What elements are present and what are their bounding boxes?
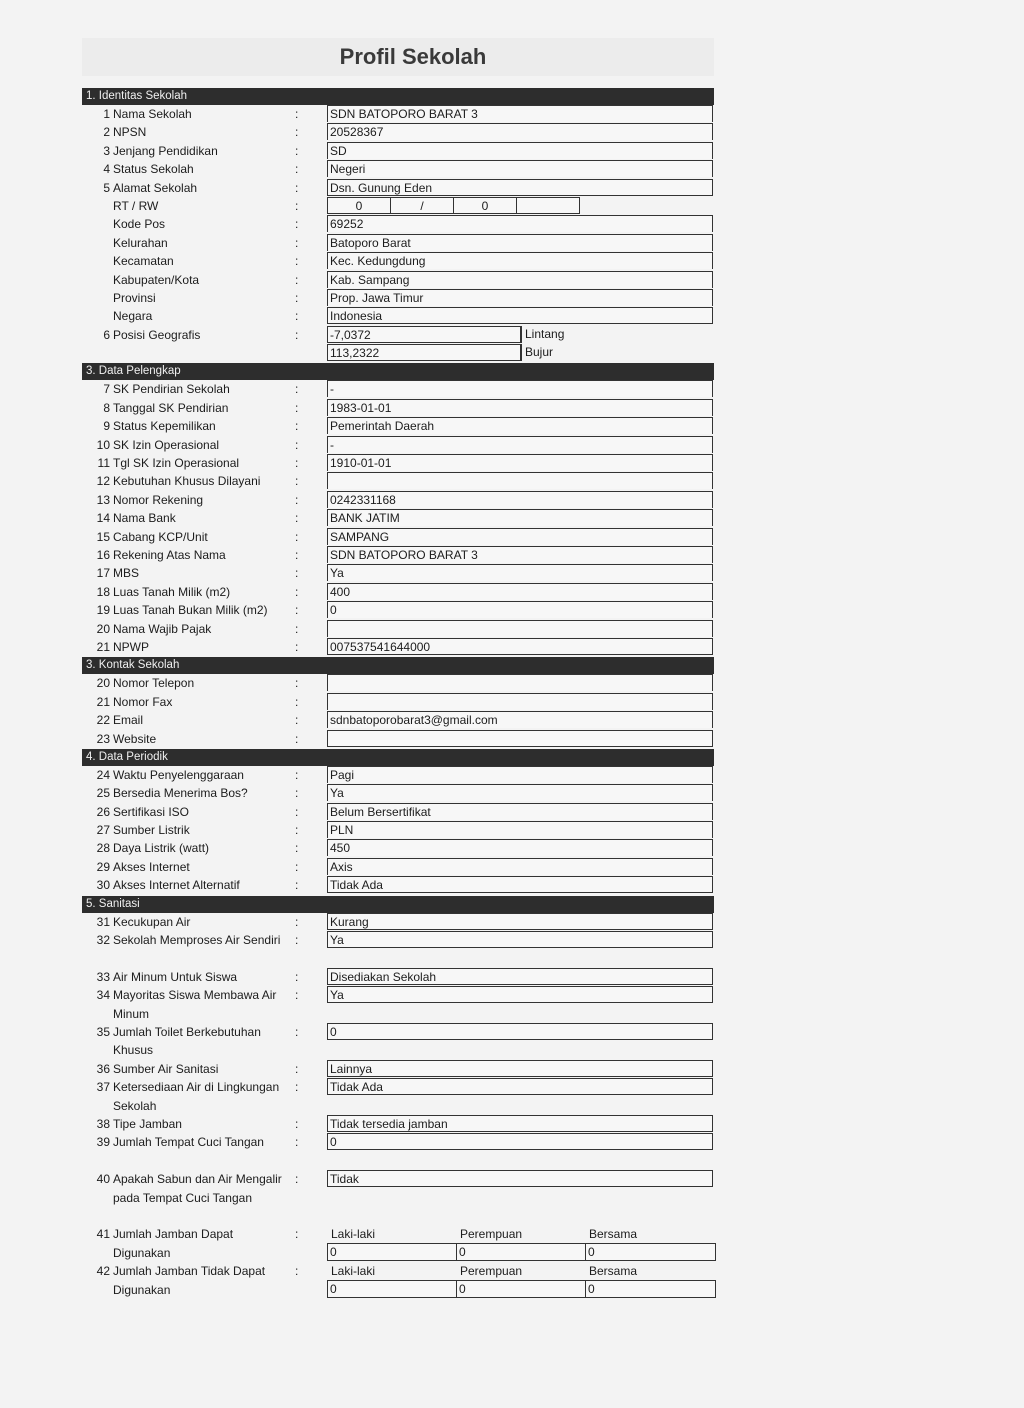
identitas-row xyxy=(82,160,714,178)
colon: : xyxy=(295,1116,299,1131)
row-number: 25 xyxy=(96,786,110,801)
row-number: 9 xyxy=(103,419,110,434)
field-value: Batoporo Barat xyxy=(327,234,713,251)
field-value: Axis xyxy=(327,858,713,875)
colon: : xyxy=(295,474,299,489)
field-label: MBS xyxy=(113,566,140,581)
section-kontak-header: 3. Kontak Sekolah xyxy=(82,657,714,674)
alamat-row xyxy=(82,289,714,307)
field-value: Ya xyxy=(327,931,713,948)
field-value: Negeri xyxy=(327,160,713,177)
field-value: - xyxy=(327,380,713,397)
colon: : xyxy=(295,143,299,158)
pelengkap-row xyxy=(82,620,714,638)
alamat-row xyxy=(82,234,714,252)
longitude-label: Bujur xyxy=(521,344,553,361)
field-value: 69252 xyxy=(327,215,713,232)
colon: : xyxy=(295,731,299,746)
pelengkap-row xyxy=(82,417,714,435)
field-value: 450 xyxy=(327,839,713,856)
row-number: 11 xyxy=(97,456,110,471)
colon: : xyxy=(295,492,299,507)
field-value: 0 xyxy=(327,1133,713,1150)
field-label: Status Sekolah xyxy=(113,162,194,177)
field-label: Kecamatan xyxy=(113,254,174,269)
field-value: Pemerintah Daerah xyxy=(327,417,713,434)
colon: : xyxy=(295,419,299,434)
rt-value: 0 xyxy=(327,197,391,214)
field-value: Kurang xyxy=(327,913,713,930)
sanitasi-row xyxy=(82,1078,714,1115)
field-label: Luas Tanah Milik (m2) xyxy=(113,584,231,599)
field-label: Luas Tanah Bukan Milik (m2) xyxy=(113,603,268,618)
field-value: PLN xyxy=(327,821,713,838)
field-value: Tidak xyxy=(327,1170,713,1187)
colon: : xyxy=(295,437,299,452)
field-value: 007537541644000 xyxy=(327,638,713,655)
row-number: 42 xyxy=(96,1264,110,1279)
row-number: 8 xyxy=(103,400,110,415)
jamban-header: Perempuan xyxy=(460,1264,523,1279)
field-label: SK Pendirian Sekolah xyxy=(113,382,230,397)
colon: : xyxy=(295,382,299,397)
colon: : xyxy=(295,603,299,618)
field-label: Kebutuhan Khusus Dilayani xyxy=(113,474,261,489)
field-label: Akses Internet xyxy=(113,859,190,874)
colon: : xyxy=(295,309,299,324)
field-label: Tanggal SK Pendirian xyxy=(113,400,229,415)
field-label: Waktu Penyelenggaraan xyxy=(113,767,244,782)
latitude-value: -7,0372 xyxy=(327,326,521,343)
colon: : xyxy=(295,1025,299,1039)
field-value xyxy=(327,620,713,637)
geo-row-lon xyxy=(82,344,714,362)
row-number: 32 xyxy=(96,933,110,948)
pelengkap-row xyxy=(82,509,714,527)
field-label: Nomor Telepon xyxy=(113,676,195,691)
field-value: 400 xyxy=(327,583,713,600)
sanitasi-row xyxy=(82,1115,714,1133)
field-label: Jumlah Tempat Cuci Tangan xyxy=(113,1135,264,1150)
colon: : xyxy=(295,988,299,1003)
row-number: 3 xyxy=(103,143,110,158)
colon: : xyxy=(295,235,299,250)
jamban-header: Bersama xyxy=(589,1264,638,1279)
jamban-headers xyxy=(327,1262,714,1280)
colon: : xyxy=(295,1264,299,1279)
row-number: 30 xyxy=(96,878,110,893)
colon: : xyxy=(295,180,299,195)
sanitasi-row xyxy=(82,931,714,968)
colon: : xyxy=(295,511,299,526)
pelengkap-row xyxy=(82,454,714,472)
row-number: 39 xyxy=(96,1135,110,1150)
kontak-rows xyxy=(82,674,714,748)
field-value: 0 xyxy=(327,1023,713,1040)
field-label: Tgl SK Izin Operasional xyxy=(113,456,240,471)
jamban-header: Perempuan xyxy=(460,1227,523,1242)
jamban-values xyxy=(327,1280,716,1298)
field-label: Nomor Rekening xyxy=(113,492,204,507)
geo-row-lat xyxy=(82,326,714,344)
pelengkap-row xyxy=(82,583,714,601)
alamat-row xyxy=(82,215,714,233)
alamat-row xyxy=(82,307,714,325)
rtrw-empty xyxy=(516,197,580,214)
field-value xyxy=(327,693,713,710)
identitas-rows xyxy=(82,105,714,197)
colon: : xyxy=(295,841,299,856)
periodik-rows xyxy=(82,766,714,895)
field-value: Pagi xyxy=(327,766,713,783)
field-value: 0 xyxy=(327,601,713,618)
field-label: Mayoritas Siswa Membawa Air Minum xyxy=(113,988,277,1021)
field-value: Tidak Ada xyxy=(327,876,713,893)
jamban-row xyxy=(82,1262,714,1299)
field-label: Kelurahan xyxy=(113,235,168,250)
pelengkap-row xyxy=(82,638,714,656)
row-number: 37 xyxy=(96,1080,110,1095)
field-label: Akses Internet Alternatif xyxy=(113,878,240,893)
colon: : xyxy=(295,639,299,654)
pelengkap-row xyxy=(82,601,714,619)
jamban-rows xyxy=(82,1225,714,1299)
colon: : xyxy=(295,1227,299,1242)
field-label: Air Minum Untuk Siswa xyxy=(113,969,238,984)
field-value: Belum Bersertifikat xyxy=(327,803,713,820)
longitude-value: 113,2322 xyxy=(327,344,521,361)
periodik-row xyxy=(82,839,714,857)
sanitasi-row xyxy=(82,986,714,1023)
field-label: Status Kepemilikan xyxy=(113,419,216,434)
rtrw-row xyxy=(82,197,714,215)
field-value: BANK JATIM xyxy=(327,509,713,526)
field-label: NPWP xyxy=(113,639,149,654)
field-label: Kode Pos xyxy=(113,217,166,232)
periodik-row xyxy=(82,876,714,894)
field-label: Ketersediaan Air di Lingkungan Sekolah xyxy=(113,1080,280,1113)
colon: : xyxy=(295,859,299,874)
colon: : xyxy=(295,327,299,342)
field-label: Sertifikasi ISO xyxy=(113,804,190,819)
row-number: 4 xyxy=(103,162,110,177)
row-number: 22 xyxy=(96,713,110,728)
field-value: SDN BATOPORO BARAT 3 xyxy=(327,105,713,122)
field-label: Sumber Air Sanitasi xyxy=(113,1061,219,1076)
pelengkap-row xyxy=(82,528,714,546)
row-number: 6 xyxy=(103,327,110,342)
title-band xyxy=(82,38,714,76)
colon: : xyxy=(295,676,299,691)
field-label: Sekolah Memproses Air Sendiri xyxy=(113,933,281,948)
profil-sekolah-sheet xyxy=(82,38,714,1299)
field-value: Ya xyxy=(327,784,713,801)
row-number: 35 xyxy=(96,1025,110,1039)
field-value xyxy=(327,472,713,489)
section-periodik-header: 4. Data Periodik xyxy=(82,749,714,766)
alamat-row xyxy=(82,271,714,289)
field-label: Daya Listrik (watt) xyxy=(113,841,210,856)
colon: : xyxy=(295,713,299,728)
field-value: 0242331168 xyxy=(327,491,713,508)
colon: : xyxy=(295,1172,299,1187)
geo-lat xyxy=(327,326,564,343)
colon: : xyxy=(295,621,299,636)
kontak-row xyxy=(82,674,714,692)
field-value: SD xyxy=(327,142,713,159)
alamat-rows xyxy=(82,215,714,325)
identitas-row xyxy=(82,123,714,141)
colon: : xyxy=(295,1135,299,1150)
colon: : xyxy=(295,290,299,305)
row-number: 36 xyxy=(96,1061,110,1076)
field-value: SDN BATOPORO BARAT 3 xyxy=(327,546,713,563)
field-value: 20528367 xyxy=(327,123,713,140)
periodik-row xyxy=(82,821,714,839)
field-label: Jumlah Jamban Tidak Dapat Digunakan xyxy=(113,1264,266,1297)
jamban-header: Bersama xyxy=(589,1227,638,1242)
field-value: 1983-01-01 xyxy=(327,399,713,416)
field-label: Nomor Fax xyxy=(113,694,173,709)
field-label: Sumber Listrik xyxy=(113,823,190,838)
jamban-value: 0 xyxy=(328,1244,457,1260)
jamban-value: 0 xyxy=(586,1244,715,1260)
colon: : xyxy=(295,767,299,782)
field-label: Apakah Sabun dan Air Mengalir pada Tempat Cuci Tangan xyxy=(113,1172,282,1205)
field-value: Disediakan Sekolah xyxy=(327,968,713,985)
colon: : xyxy=(295,254,299,269)
pelengkap-row xyxy=(82,399,714,417)
periodik-row xyxy=(82,803,714,821)
geo-label: Posisi Geografis xyxy=(113,327,201,342)
sanitasi-row xyxy=(82,913,714,931)
periodik-row xyxy=(82,858,714,876)
row-number: 38 xyxy=(96,1116,110,1131)
field-value xyxy=(327,674,713,691)
section-pelengkap-header: 3. Data Pelengkap xyxy=(82,363,714,380)
pelengkap-row xyxy=(82,472,714,490)
row-number: 15 xyxy=(96,529,110,544)
field-label: Nama Bank xyxy=(113,511,176,526)
field-value: 1910-01-01 xyxy=(327,454,713,471)
rtrw-boxes xyxy=(327,197,579,214)
row-number: 26 xyxy=(96,804,110,819)
row-number: 18 xyxy=(96,584,110,599)
jamban-headers xyxy=(327,1225,714,1243)
field-value: Ya xyxy=(327,986,713,1003)
row-number: 21 xyxy=(96,694,110,709)
jamban-value: 0 xyxy=(586,1281,715,1297)
field-value: Indonesia xyxy=(327,307,713,324)
row-number: 13 xyxy=(96,492,110,507)
row-number: 5 xyxy=(103,180,110,195)
field-value: Prop. Jawa Timur xyxy=(327,289,713,306)
row-number: 14 xyxy=(96,511,110,526)
rtrw-label: RT / RW xyxy=(113,198,159,213)
section-identitas-header: 1. Identitas Sekolah xyxy=(82,88,714,105)
colon: : xyxy=(295,217,299,232)
field-label: Kabupaten/Kota xyxy=(113,272,200,287)
field-label: SK Izin Operasional xyxy=(113,437,220,452)
field-label: Nama Sekolah xyxy=(113,107,192,121)
pelengkap-row xyxy=(82,546,714,564)
kontak-row xyxy=(82,693,714,711)
colon: : xyxy=(295,400,299,415)
field-label: Website xyxy=(113,731,157,746)
kontak-row xyxy=(82,730,714,748)
field-value: SAMPANG xyxy=(327,528,713,545)
row-number: 12 xyxy=(96,474,110,489)
colon: : xyxy=(295,823,299,838)
sanitasi-row xyxy=(82,1133,714,1170)
field-label: Rekening Atas Nama xyxy=(113,547,226,562)
field-value: Lainnya xyxy=(327,1060,713,1077)
field-label: Cabang KCP/Unit xyxy=(113,529,208,544)
rw-value: 0 xyxy=(453,197,517,214)
colon: : xyxy=(295,584,299,599)
field-value xyxy=(327,730,713,747)
row-number: 40 xyxy=(96,1172,110,1187)
jamban-values xyxy=(327,1243,716,1261)
row-number: 24 xyxy=(96,767,110,782)
colon: : xyxy=(295,162,299,177)
field-value: Tidak Ada xyxy=(327,1078,713,1095)
colon: : xyxy=(295,694,299,709)
row-number: 31 xyxy=(96,914,110,929)
identitas-row xyxy=(82,105,714,123)
field-label: Alamat Sekolah xyxy=(113,180,198,195)
colon: : xyxy=(295,456,299,471)
field-label: Kecukupan Air xyxy=(113,914,191,929)
row-number: 34 xyxy=(96,988,110,1003)
page-title: Profil Sekolah xyxy=(339,44,487,69)
row-number: 20 xyxy=(96,676,110,691)
rtrw-separator: / xyxy=(390,197,454,214)
colon: : xyxy=(295,804,299,819)
row-number: 7 xyxy=(103,382,110,397)
row-number: 2 xyxy=(103,125,110,140)
jamban-header: Laki-laki xyxy=(331,1264,376,1279)
colon: : xyxy=(295,272,299,287)
row-number: 10 xyxy=(96,437,110,452)
row-number: 17 xyxy=(96,566,110,581)
latitude-label: Lintang xyxy=(521,326,564,343)
row-number: 20 xyxy=(96,621,110,636)
periodik-row xyxy=(82,784,714,802)
field-label: Email xyxy=(113,713,144,728)
row-number: 21 xyxy=(96,639,110,654)
row-number: 33 xyxy=(96,969,110,984)
sanitasi-row xyxy=(82,968,714,986)
field-label: NPSN xyxy=(113,125,147,140)
field-value: Kab. Sampang xyxy=(327,271,713,288)
identitas-row xyxy=(82,179,714,197)
colon: : xyxy=(295,566,299,581)
field-label: Provinsi xyxy=(113,290,156,305)
jamban-value: 0 xyxy=(457,1281,586,1297)
row-number: 23 xyxy=(96,731,110,746)
pelengkap-row xyxy=(82,491,714,509)
colon: : xyxy=(295,1061,299,1076)
colon: : xyxy=(295,786,299,801)
jamban-value: 0 xyxy=(457,1244,586,1260)
colon: : xyxy=(295,547,299,562)
jamban-row xyxy=(82,1225,714,1262)
field-value: Kec. Kedungdung xyxy=(327,252,713,269)
pelengkap-row xyxy=(82,436,714,454)
geo-lon xyxy=(327,344,553,361)
field-label: Jumlah Jamban Dapat Digunakan xyxy=(113,1227,234,1260)
row-number: 41 xyxy=(96,1227,110,1242)
field-value: - xyxy=(327,436,713,453)
colon: : xyxy=(295,1080,299,1095)
identitas-row xyxy=(82,142,714,160)
periodik-row xyxy=(82,766,714,784)
field-value: Ya xyxy=(327,564,713,581)
field-value: Dsn. Gunung Eden xyxy=(327,179,713,196)
colon: : xyxy=(295,878,299,893)
alamat-row xyxy=(82,252,714,270)
field-label: Tipe Jamban xyxy=(113,1116,182,1131)
field-value: Tidak tersedia jamban xyxy=(327,1115,713,1132)
field-label: Nama Wajib Pajak xyxy=(113,621,212,636)
section-sanitasi-header: 5. Sanitasi xyxy=(82,896,714,913)
pelengkap-row xyxy=(82,564,714,582)
colon: : xyxy=(295,125,299,140)
jamban-value: 0 xyxy=(328,1281,457,1297)
sanitasi-row xyxy=(82,1023,714,1060)
kontak-row xyxy=(82,711,714,729)
row-number: 19 xyxy=(96,603,110,618)
jamban-header: Laki-laki xyxy=(331,1227,376,1242)
colon: : xyxy=(295,107,299,121)
pelengkap-row xyxy=(82,380,714,398)
field-value: sdnbatoporobarat3@gmail.com xyxy=(327,711,713,728)
row-number: 1 xyxy=(103,107,110,121)
field-label: Jumlah Toilet Berkebutuhan Khusus xyxy=(113,1025,261,1058)
sanitasi-row xyxy=(82,1060,714,1078)
colon: : xyxy=(295,914,299,929)
row-number: 16 xyxy=(96,547,110,562)
field-label: Negara xyxy=(113,309,153,324)
field-label: Bersedia Menerima Bos? xyxy=(113,786,248,801)
sanitasi-row xyxy=(82,1170,714,1225)
pelengkap-rows xyxy=(82,380,714,656)
row-number: 29 xyxy=(96,859,110,874)
field-label: Jenjang Pendidikan xyxy=(113,143,218,158)
colon: : xyxy=(295,198,299,213)
colon: : xyxy=(295,529,299,544)
sanitasi-rows xyxy=(82,913,714,1226)
colon: : xyxy=(295,969,299,984)
colon: : xyxy=(295,933,299,948)
row-number: 27 xyxy=(96,823,110,838)
row-number: 28 xyxy=(96,841,110,856)
